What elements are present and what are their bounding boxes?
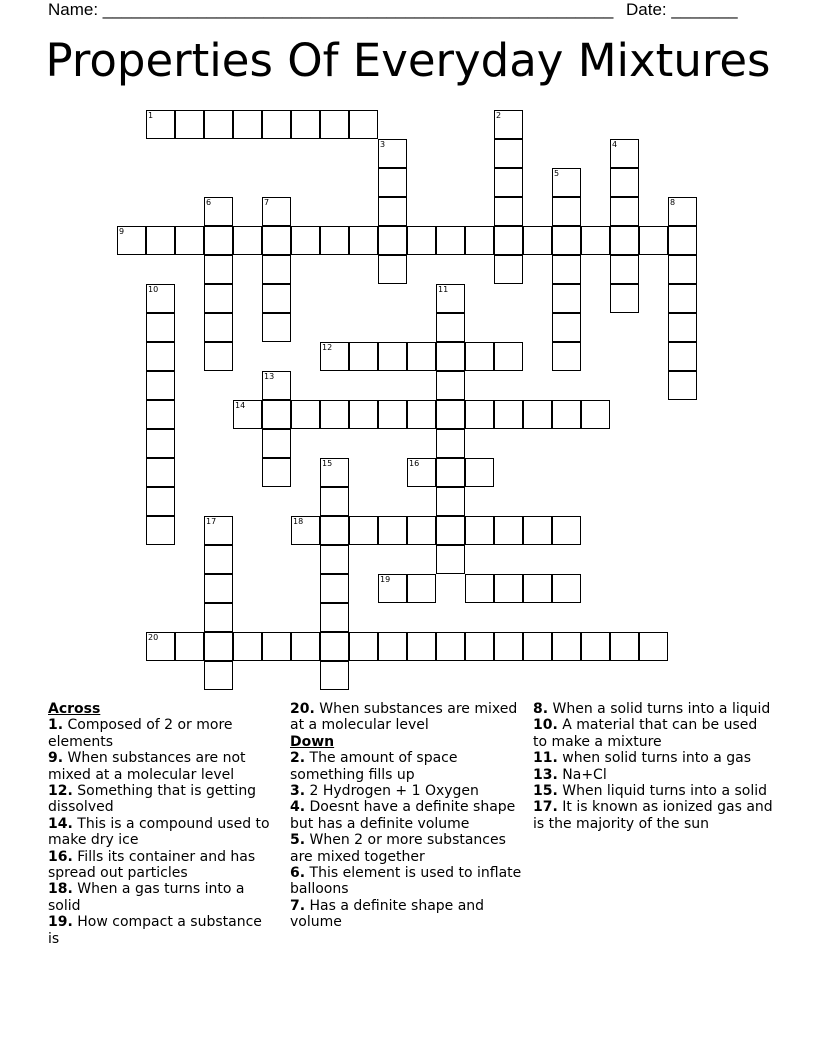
down-clue-list bbox=[290, 750, 528, 930]
crossword-cell[interactable] bbox=[494, 516, 523, 545]
clue-item-number: 9. bbox=[48, 750, 64, 767]
crossword-cell[interactable] bbox=[291, 632, 320, 661]
crossword-cell[interactable] bbox=[378, 168, 407, 197]
crossword-cell[interactable] bbox=[320, 516, 349, 545]
crossword-cell[interactable] bbox=[349, 400, 378, 429]
clue-item-number: 12. bbox=[48, 783, 73, 800]
crossword-cell[interactable] bbox=[668, 255, 697, 284]
clue-item-text: Na+Cl bbox=[562, 766, 607, 783]
clue-number: 5 bbox=[554, 169, 560, 178]
crossword-cell[interactable] bbox=[552, 284, 581, 313]
crossword-cell[interactable] bbox=[378, 400, 407, 429]
crossword-cell[interactable] bbox=[436, 226, 465, 255]
across-clue-list-continued bbox=[290, 701, 528, 734]
crossword-cell[interactable] bbox=[523, 516, 552, 545]
crossword-cell[interactable] bbox=[436, 632, 465, 661]
crossword-cell[interactable] bbox=[407, 632, 436, 661]
crossword-cell[interactable] bbox=[465, 574, 494, 603]
clue-item-text: When substances are not mixed at a molecular level bbox=[48, 750, 246, 783]
crossword-cell[interactable] bbox=[407, 342, 436, 371]
clue-item-number: 16. bbox=[48, 848, 73, 865]
crossword-cell[interactable] bbox=[146, 487, 175, 516]
crossword-cell[interactable] bbox=[436, 458, 465, 487]
clue-number: 10 bbox=[148, 285, 159, 294]
clue-item bbox=[48, 849, 273, 882]
crossword-cell[interactable] bbox=[639, 632, 668, 661]
crossword-cell[interactable] bbox=[320, 574, 349, 603]
clue-item bbox=[48, 881, 273, 914]
crossword-cell[interactable] bbox=[523, 574, 552, 603]
across-clue-list bbox=[48, 717, 273, 947]
crossword-cell[interactable] bbox=[262, 632, 291, 661]
crossword-cell[interactable] bbox=[552, 313, 581, 342]
clue-item bbox=[533, 750, 773, 766]
crossword-cell[interactable] bbox=[668, 226, 697, 255]
clue-item bbox=[48, 783, 273, 816]
clue-item-text: Doesnt have a definite shape but has a definite volume bbox=[290, 799, 516, 832]
crossword-cell[interactable] bbox=[552, 632, 581, 661]
clue-item bbox=[290, 783, 528, 799]
clue-number: 8 bbox=[670, 198, 676, 207]
crossword-cell[interactable] bbox=[204, 226, 233, 255]
crossword-cell[interactable] bbox=[407, 516, 436, 545]
crossword-cell[interactable] bbox=[204, 313, 233, 342]
crossword-cell[interactable] bbox=[233, 110, 262, 139]
clue-item-text: The amount of space something fills up bbox=[290, 750, 458, 783]
clue-item-number: 6. bbox=[290, 865, 306, 882]
clue-number: 1 bbox=[148, 111, 154, 120]
clue-item bbox=[48, 914, 273, 947]
clue-item bbox=[533, 783, 773, 799]
crossword-cell[interactable] bbox=[436, 371, 465, 400]
crossword-cell[interactable] bbox=[436, 400, 465, 429]
clue-column-3 bbox=[533, 701, 773, 832]
crossword-cell[interactable] bbox=[349, 342, 378, 371]
crossword-cell[interactable] bbox=[320, 661, 349, 690]
date-field[interactable]: Date: _______ bbox=[626, 0, 738, 19]
crossword-cell[interactable] bbox=[639, 226, 668, 255]
clue-item-number: 10. bbox=[533, 717, 558, 734]
clue-item-number: 14. bbox=[48, 815, 73, 832]
crossword-cell[interactable] bbox=[262, 110, 291, 139]
crossword-cell[interactable] bbox=[494, 632, 523, 661]
crossword-cell[interactable] bbox=[320, 487, 349, 516]
name-field[interactable]: Name: ______________________________________________________ bbox=[48, 0, 614, 19]
crossword-cell[interactable] bbox=[436, 545, 465, 574]
clue-item-number: 8. bbox=[533, 701, 549, 717]
crossword-cell[interactable] bbox=[668, 342, 697, 371]
crossword-cell[interactable] bbox=[407, 226, 436, 255]
crossword-cell[interactable] bbox=[291, 400, 320, 429]
crossword-cell[interactable] bbox=[146, 342, 175, 371]
crossword-cell[interactable] bbox=[610, 632, 639, 661]
crossword-cell[interactable] bbox=[407, 574, 436, 603]
crossword-cell[interactable] bbox=[465, 458, 494, 487]
crossword-cell[interactable] bbox=[552, 226, 581, 255]
clue-number: 19 bbox=[380, 575, 391, 584]
crossword-cell[interactable] bbox=[378, 632, 407, 661]
clue-item-text: when solid turns into a gas bbox=[562, 750, 752, 767]
clue-item-number: 19. bbox=[48, 914, 73, 931]
clue-item-number: 20. bbox=[290, 701, 315, 717]
crossword-cell[interactable] bbox=[320, 545, 349, 574]
clue-number: 15 bbox=[322, 459, 333, 468]
crossword-cell[interactable] bbox=[349, 226, 378, 255]
crossword-cell[interactable] bbox=[552, 342, 581, 371]
clue-number: 17 bbox=[206, 517, 217, 526]
crossword-cell[interactable] bbox=[378, 516, 407, 545]
clue-item-number: 4. bbox=[290, 799, 306, 816]
clue-number: 13 bbox=[264, 372, 275, 381]
crossword-cell[interactable] bbox=[320, 110, 349, 139]
crossword-cell[interactable] bbox=[465, 516, 494, 545]
clue-item-text: How compact a substance is bbox=[48, 914, 262, 947]
clue-item bbox=[48, 750, 273, 783]
crossword-cell[interactable] bbox=[610, 197, 639, 226]
crossword-cell[interactable] bbox=[291, 110, 320, 139]
crossword-cell[interactable] bbox=[175, 226, 204, 255]
crossword-cell[interactable] bbox=[320, 226, 349, 255]
clue-item-text: 2 Hydrogen + 1 Oxygen bbox=[309, 783, 479, 800]
crossword-cell[interactable] bbox=[146, 429, 175, 458]
clue-number: 2 bbox=[496, 111, 502, 120]
crossword-cell[interactable] bbox=[146, 371, 175, 400]
crossword-cell[interactable] bbox=[465, 226, 494, 255]
clue-item-text: When substances are mixed at a molecular level bbox=[290, 701, 518, 734]
crossword-cell[interactable] bbox=[494, 168, 523, 197]
crossword-cell[interactable] bbox=[552, 574, 581, 603]
clue-number: 14 bbox=[235, 401, 246, 410]
crossword-cell[interactable] bbox=[204, 603, 233, 632]
clue-item bbox=[290, 701, 528, 734]
crossword-cell[interactable] bbox=[465, 400, 494, 429]
crossword-cell[interactable] bbox=[610, 284, 639, 313]
clue-item bbox=[533, 701, 773, 717]
crossword-cell[interactable] bbox=[320, 400, 349, 429]
crossword-cell[interactable] bbox=[233, 226, 262, 255]
crossword-cell[interactable] bbox=[436, 516, 465, 545]
crossword-cell[interactable] bbox=[465, 632, 494, 661]
crossword-cell[interactable] bbox=[494, 574, 523, 603]
crossword-cell[interactable] bbox=[523, 226, 552, 255]
crossword-cell[interactable] bbox=[291, 226, 320, 255]
clue-item-number: 11. bbox=[533, 750, 558, 767]
crossword-cell[interactable] bbox=[668, 371, 697, 400]
crossword-cell[interactable] bbox=[407, 400, 436, 429]
crossword-cell[interactable] bbox=[146, 313, 175, 342]
clue-item-text: This element is used to inflate balloons bbox=[290, 865, 522, 898]
clue-item bbox=[290, 898, 528, 931]
crossword-cell[interactable] bbox=[668, 313, 697, 342]
clue-number: 12 bbox=[322, 343, 333, 352]
crossword-cell[interactable] bbox=[436, 342, 465, 371]
crossword-cell[interactable] bbox=[320, 603, 349, 632]
clue-item bbox=[533, 799, 773, 832]
crossword-cell[interactable] bbox=[349, 110, 378, 139]
clue-number: 11 bbox=[438, 285, 449, 294]
crossword-cell[interactable] bbox=[378, 342, 407, 371]
clue-item-text: When a solid turns into a liquid bbox=[552, 701, 771, 717]
crossword-cell[interactable] bbox=[494, 226, 523, 255]
crossword-cell[interactable] bbox=[262, 313, 291, 342]
crossword-cell[interactable] bbox=[378, 197, 407, 226]
clue-item-text: When a gas turns into a solid bbox=[48, 881, 245, 914]
crossword-cell[interactable] bbox=[378, 255, 407, 284]
crossword-cell[interactable] bbox=[262, 284, 291, 313]
clue-number: 16 bbox=[409, 459, 420, 468]
crossword-cell[interactable] bbox=[262, 429, 291, 458]
crossword-cell[interactable] bbox=[262, 255, 291, 284]
crossword-cell[interactable] bbox=[581, 226, 610, 255]
crossword-cell[interactable] bbox=[320, 632, 349, 661]
crossword-cell[interactable] bbox=[436, 313, 465, 342]
page-title: Properties Of Everyday Mixtures bbox=[45, 34, 771, 87]
crossword-cell[interactable] bbox=[204, 255, 233, 284]
clue-number: 18 bbox=[293, 517, 304, 526]
crossword-cell[interactable] bbox=[581, 400, 610, 429]
crossword-cell[interactable] bbox=[552, 516, 581, 545]
down-heading: Down bbox=[290, 733, 335, 750]
clue-item-number: 17. bbox=[533, 799, 558, 816]
clue-item bbox=[533, 767, 773, 783]
crossword-cell[interactable] bbox=[146, 516, 175, 545]
clue-item-text: Has a definite shape and volume bbox=[290, 897, 485, 931]
crossword-cell[interactable] bbox=[610, 168, 639, 197]
clue-item-text: Fills its container and has spread out particles bbox=[48, 848, 256, 882]
clue-number: 4 bbox=[612, 140, 618, 149]
crossword-cell[interactable] bbox=[668, 284, 697, 313]
clue-item-text: A material that can be used to make a mixture bbox=[533, 717, 758, 750]
crossword-cell[interactable] bbox=[146, 458, 175, 487]
clue-item-text: It is known as ionized gas and is the majority of the sun bbox=[533, 799, 773, 832]
crossword-cell[interactable] bbox=[552, 400, 581, 429]
crossword-cell[interactable] bbox=[146, 400, 175, 429]
crossword-cell[interactable] bbox=[204, 110, 233, 139]
clue-item-text: Composed of 2 or more elements bbox=[48, 717, 233, 750]
clue-item-number: 7. bbox=[290, 897, 306, 914]
crossword-cell[interactable] bbox=[204, 545, 233, 574]
crossword-cell[interactable] bbox=[262, 458, 291, 487]
clue-number: 9 bbox=[119, 227, 125, 236]
crossword-cell[interactable] bbox=[436, 429, 465, 458]
crossword-cell[interactable] bbox=[610, 255, 639, 284]
crossword-cell[interactable] bbox=[465, 342, 494, 371]
crossword-cell[interactable] bbox=[349, 632, 378, 661]
crossword-cell[interactable] bbox=[204, 632, 233, 661]
down-clue-list-continued bbox=[533, 701, 773, 832]
clue-item-text: When liquid turns into a solid bbox=[562, 783, 767, 800]
clue-item-text: Something that is getting dissolved bbox=[48, 783, 257, 816]
crossword-cell[interactable] bbox=[175, 632, 204, 661]
crossword-cell[interactable] bbox=[204, 284, 233, 313]
clue-item-number: 2. bbox=[290, 750, 306, 767]
crossword-cell[interactable] bbox=[494, 139, 523, 168]
clue-item bbox=[290, 799, 528, 832]
clue-item bbox=[290, 750, 528, 783]
clue-item-number: 5. bbox=[290, 832, 306, 849]
crossword-cell[interactable] bbox=[204, 342, 233, 371]
crossword-cell[interactable] bbox=[494, 342, 523, 371]
clue-number: 3 bbox=[380, 140, 386, 149]
clue-item-text: This is a compound used to make dry ice bbox=[48, 815, 270, 849]
crossword-cell[interactable] bbox=[494, 400, 523, 429]
clue-column-2 bbox=[290, 701, 528, 931]
clue-item bbox=[533, 717, 773, 750]
clue-item bbox=[48, 816, 273, 849]
crossword-cell[interactable] bbox=[523, 400, 552, 429]
clue-item-number: 15. bbox=[533, 783, 558, 800]
clue-number: 7 bbox=[264, 198, 270, 207]
crossword-cell[interactable] bbox=[349, 516, 378, 545]
crossword-cell[interactable] bbox=[204, 574, 233, 603]
clue-item-text: When 2 or more substances are mixed together bbox=[290, 832, 506, 865]
clue-item-number: 1. bbox=[48, 717, 64, 734]
crossword-cell[interactable] bbox=[494, 197, 523, 226]
crossword-cell[interactable] bbox=[523, 632, 552, 661]
clue-item bbox=[48, 717, 273, 750]
clue-column-1 bbox=[48, 701, 273, 947]
crossword-cell[interactable] bbox=[552, 255, 581, 284]
clue-number: 20 bbox=[148, 633, 159, 642]
crossword-cell[interactable] bbox=[610, 226, 639, 255]
crossword-cell[interactable] bbox=[146, 226, 175, 255]
clue-item-number: 18. bbox=[48, 881, 73, 898]
crossword-cell[interactable] bbox=[378, 226, 407, 255]
across-heading: Across bbox=[48, 701, 101, 717]
crossword-cell[interactable] bbox=[204, 661, 233, 690]
crossword-cell[interactable] bbox=[175, 110, 204, 139]
clue-item-number: 3. bbox=[290, 783, 306, 800]
clue-item-number: 13. bbox=[533, 766, 558, 783]
crossword-cell[interactable] bbox=[552, 197, 581, 226]
crossword-cell[interactable] bbox=[262, 400, 291, 429]
crossword-cell[interactable] bbox=[233, 632, 262, 661]
crossword-cell[interactable] bbox=[494, 255, 523, 284]
crossword-cell[interactable] bbox=[581, 632, 610, 661]
crossword-cell[interactable] bbox=[436, 487, 465, 516]
clue-item bbox=[290, 865, 528, 898]
clue-item bbox=[290, 832, 528, 865]
clue-number: 6 bbox=[206, 198, 212, 207]
crossword-cell[interactable] bbox=[262, 226, 291, 255]
